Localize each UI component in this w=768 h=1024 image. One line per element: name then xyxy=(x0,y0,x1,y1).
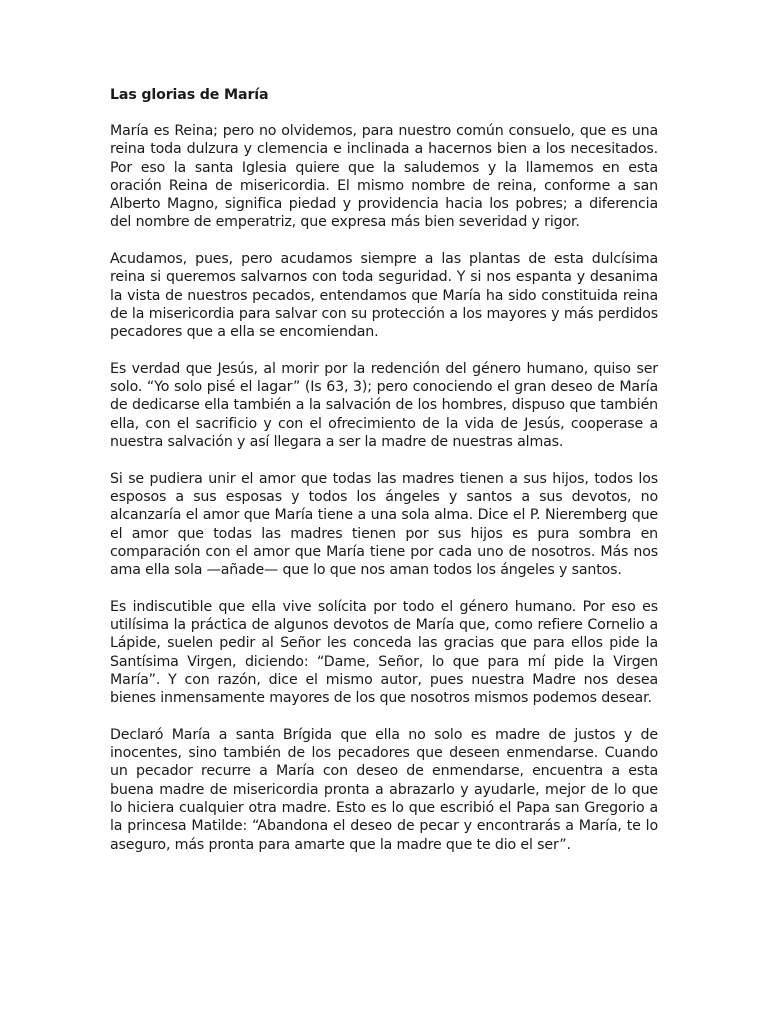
paragraph-5: Es indiscutible que ella vive solícita por todo el género humano. Por eso es utilísima la práctica de algunos devotos de María que, como refiere Cornelio a Lápide, suelen pedir al Señor les conceda las gracias que para ellos pide la Santísima Virgen, diciendo: “Dame, Señor, lo que para mí pide la Virgen María”. Y con razón, dice el mismo autor, pues nuestra Madre nos desea bienes inmensamente mayores de los que nosotros mismos podemos desear. xyxy=(110,598,658,707)
paragraph-6: Declaró María a santa Brígida que ella no solo es madre de justos y de inocentes, sino también de los pecadores que deseen enmendarse. Cuando un pecador recurre a María con deseo de enmendarse, encuentra a esta buena madre de misericordia pronta a abrazarlo y ayudarle, mejor de lo que lo hiciera cualquier otra madre. Esto es lo que escribió el Papa san Gregorio a la princesa Matilde: “Abandona el deseo de pecar y encontrarás a María, te lo aseguro, más pronta para amarte que la madre que te dio el ser”. xyxy=(110,726,658,853)
document-page xyxy=(110,86,658,872)
paragraph-1: María es Reina; pero no olvidemos, para nuestro común consuelo, que es una reina toda dulzura y clemencia e inclinada a hacernos bien a los necesitados. Por eso la santa Iglesia quiere que la saludemos y la llamemos en esta oración Reina de misericordia. El mismo nombre de reina, conforme a san Alberto Magno, significa piedad y providencia hacia los pobres; a diferencia del nombre de emperatriz, que expresa más bien severidad y rigor. xyxy=(110,123,658,231)
paragraph-4: Si se pudiera unir el amor que todas las madres tienen a sus hijos, todos los esposos a sus esposas y todos los ángeles y santos a sus devotos, no alcanzaría el amor que María tiene a una sola alma. Dice el P. Nieremberg que el amor que todas las madres tienen por sus hijos es pura sombra en comparación con el amor que María tiene por cada uno de nosotros. Más nos ama ella sola —añade— que lo que nos aman todos los ángeles y santos. xyxy=(110,470,658,579)
document-title: Las glorias de María xyxy=(110,87,269,103)
paragraph-2: Acudamos, pues, pero acudamos siempre a las plantas de esta dulcísima reina si queremos salvarnos con toda seguridad. Y si nos espanta y desanima la vista de nuestros pecados, entendamos que María ha sido constituida reina de la misericordia para salvar con su protección a los mayores y más perdidos pecadores que a ella se encomiendan. xyxy=(110,251,658,341)
paragraph-3: Es verdad que Jesús, al morir por la redención del género humano, quiso ser solo. “Yo solo pisé el lagar” (Is 63, 3); pero conociendo el gran deseo de María de dedicarse ella también a la salvación de los hombres, dispuso que también ella, con el sacrificio y con el ofrecimiento de la vida de Jesús, cooperase a nuestra salvación y así llegara a ser la madre de nuestras almas. xyxy=(110,360,658,451)
